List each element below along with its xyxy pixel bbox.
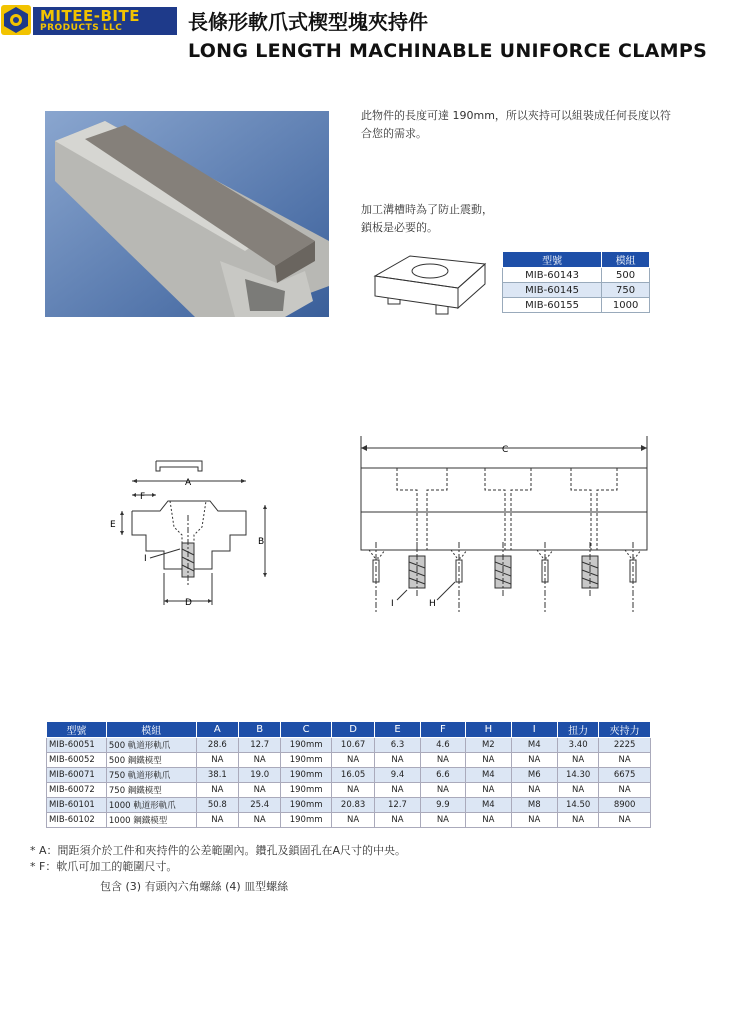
table-cell: 500 [602,268,650,283]
table-cell: 1000 [602,298,650,313]
table-cell: NA [375,813,420,828]
table-cell: 8900 [599,798,651,813]
table-cell: NA [331,783,374,798]
table-cell: 190mm [281,813,332,828]
page-title-chinese: 長條形軟爪式楔型塊夾持件 [188,10,428,34]
table-cell: 9.9 [420,798,465,813]
table-cell: NA [599,753,651,768]
column-header: B [239,722,281,738]
dim-label-c: C [502,445,509,455]
table-cell: NA [511,783,557,798]
table-cell: 4.6 [420,738,465,753]
table-cell: 50.8 [196,798,238,813]
column-header: 型號 [47,722,107,738]
product-photo [45,111,329,317]
table-cell: NA [239,753,281,768]
brand-logo [0,4,178,36]
table-cell: MIB-60145 [503,283,602,298]
table-cell: NA [599,813,651,828]
table-cell: NA [375,753,420,768]
table-cell: 190mm [281,798,332,813]
table-cell: NA [511,813,557,828]
table-cell: MIB-60071 [47,768,107,783]
table-cell: NA [420,753,465,768]
dim-label-f: F [140,492,146,502]
table-cell: 10.67 [331,738,374,753]
table-cell: 9.4 [375,768,420,783]
column-header: E [375,722,420,738]
table-cell: 500 鋼鐵模型 [106,753,196,768]
table-cell: M4 [466,798,511,813]
length-note-line-1: 此物件的長度可達 190mm，所以夾持可以組裝成任何長度以符 [361,109,671,122]
spec-table-header-row [47,722,651,738]
logo-title: MITEE-BITE [40,7,140,25]
footnote-f: * F：軟爪可加工的範圍尺寸。 [30,860,178,873]
table-cell: 20.83 [331,798,374,813]
table-cell: 25.4 [239,798,281,813]
table-cell: M4 [511,738,557,753]
table-cell: 750 鋼鐵模型 [106,783,196,798]
table-cell: 14.30 [558,768,599,783]
column-header: 夾持力 [599,722,651,738]
table-cell: NA [375,783,420,798]
lock-table-header: 模組 [602,252,650,268]
lock-plate-table [502,251,650,313]
page-title-english: LONG LENGTH MACHINABLE UNIFORCE CLAMPS [188,40,708,62]
table-cell: NA [558,783,599,798]
table-cell: MIB-60102 [47,813,107,828]
table-cell: M2 [466,738,511,753]
lock-plate-drawing [370,246,490,321]
column-header: H [466,722,511,738]
table-cell: M4 [466,768,511,783]
table-cell: NA [466,783,511,798]
table-row [47,768,651,783]
table-cell: 2225 [599,738,651,753]
table-row [47,798,651,813]
table-cell: 38.1 [196,768,238,783]
table-cell: NA [239,783,281,798]
table-cell: M8 [511,798,557,813]
dim-label-a: A [185,478,192,488]
table-cell: 28.6 [196,738,238,753]
table-cell: NA [420,783,465,798]
cross-section-drawing [100,455,290,615]
table-cell: 750 軌道形軌爪 [106,768,196,783]
column-header: D [331,722,374,738]
dim-label-e: E [110,520,116,530]
table-cell: 12.7 [239,738,281,753]
lock-note-line-2: 鎖板是必要的。 [361,221,438,234]
dim-label-i: I [144,554,147,564]
table-cell: NA [196,813,238,828]
table-cell: 14.50 [558,798,599,813]
column-header: F [420,722,465,738]
table-cell: MIB-60101 [47,798,107,813]
table-cell: NA [196,753,238,768]
table-row [503,268,650,283]
table-cell: NA [511,753,557,768]
length-note-line-2: 合您的需求。 [361,127,427,140]
table-row [503,283,650,298]
table-cell: 190mm [281,783,332,798]
table-cell: NA [466,813,511,828]
footnote-a: * A：間距須介於工件和夾持件的公差範圍內。鑽孔及鎖固孔在A尺寸的中央。 [30,844,407,857]
table-cell: NA [466,753,511,768]
table-cell: M6 [511,768,557,783]
table-cell: MIB-60155 [503,298,602,313]
side-view-drawing [355,432,655,617]
table-row [503,298,650,313]
column-header: A [196,722,238,738]
table-cell: 6.6 [420,768,465,783]
table-cell: 19.0 [239,768,281,783]
lock-table-header: 型號 [503,252,602,268]
table-cell: NA [239,813,281,828]
spec-table [46,721,651,828]
table-cell: 3.40 [558,738,599,753]
table-cell: MIB-60051 [47,738,107,753]
table-cell: 190mm [281,768,332,783]
column-header: I [511,722,557,738]
footnote-includes: 包含 (3) 有頭內六角螺絲 (4) 皿型螺絲 [100,880,289,893]
table-cell: MIB-60052 [47,753,107,768]
lock-note-line-1: 加工溝槽時為了防止震動， [361,203,493,216]
table-cell: 1000 軌道形軌爪 [106,798,196,813]
table-row [47,813,651,828]
column-header: C [281,722,332,738]
table-cell: MIB-60143 [503,268,602,283]
table-cell: 6.3 [375,738,420,753]
logo-emblem-icon [1,5,31,35]
dim-label-d: D [185,598,192,608]
table-row [47,783,651,798]
table-row [47,753,651,768]
table-cell: 12.7 [375,798,420,813]
table-cell: 190mm [281,738,332,753]
table-cell: 1000 鋼鐵模型 [106,813,196,828]
table-cell: 500 軌道形軌爪 [106,738,196,753]
table-cell: NA [420,813,465,828]
dim-label-b: B [258,537,265,547]
table-cell: 750 [602,283,650,298]
table-cell: 16.05 [331,768,374,783]
table-cell: 6675 [599,768,651,783]
table-cell: NA [558,813,599,828]
table-cell: NA [331,813,374,828]
table-cell: NA [196,783,238,798]
logo-subtitle: PRODUCTS LLC [40,23,123,33]
table-cell: NA [331,753,374,768]
dim-label-h: H [429,599,436,609]
table-row [47,738,651,753]
table-cell: 190mm [281,753,332,768]
table-cell: NA [599,783,651,798]
column-header: 扭力 [558,722,599,738]
column-header: 模組 [106,722,196,738]
dim-label-i-side: I [391,599,394,609]
table-cell: MIB-60072 [47,783,107,798]
table-cell: NA [558,753,599,768]
